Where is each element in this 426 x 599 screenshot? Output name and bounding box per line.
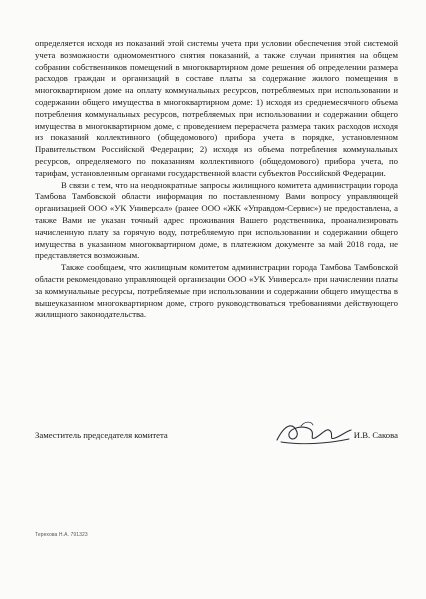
- letter-paragraph-no-data: В связи с тем, что на неоднократные запросы жилищного комитета администрации города Тамбова Тамбовской области информация по поставленному Вами вопросу управляющей организацией ООО «УК Универсал» (ранее ООО «ЖК «Управдом-Сервис») не предоставлена, а также Вами не указан точный адрес проживания Вашего родственника, проанализировать начисленную плату за горячую воду, потребляемую при использовании и содержании общего имущества в указанном многоквартирном доме, в платежном документе за май 2018 года, не представляется возможным.: [35, 179, 398, 261]
- signer-title: Заместитель председателя комитета: [35, 430, 168, 440]
- executor-note: Терехова Н.А. 791323: [35, 532, 88, 538]
- signer-name: И.В. Сакова: [353, 430, 398, 440]
- handwritten-signature: [271, 418, 355, 450]
- letter-paragraph-continuation: определяется исходя из показаний этой системы учета при условии обеспечения этой системой учета возможности одномоментного снятия показаний, а также случаи принятия на общем собрании собственников помещений в многоквартирном доме решения об определении размера расходов граждан и организаций в составе платы за содержание жилого помещения в многоквартирном доме на оплату коммунальных ресурсов, потребляемых при использовании и содержании общего имущества в многоквартирном доме: 1) исходя из среднемесячного объема потребления коммунальных ресурсов, потребляемых при использовании и содержании общего имущества в многоквартирном доме, с проведением перерасчета размера таких расходов исходя из показаний коллективного (общедомового) прибора учета в порядке, установленном Правительством Российской Федерации; 2) исходя из объема потребления коммунальных ресурсов, определяемого по показаниям коллективного (общедомового) прибора учета, по тарифам, установленным органами государственной власти субъектов Российской Федерации.: [35, 38, 398, 178]
- signature-block: [35, 424, 398, 448]
- letter-body: [35, 38, 398, 321]
- letter-paragraph-recommendation: Также сообщаем, что жилищным комитетом администрации города Тамбова Тамбовской области рекомендовано управляющей организации ООО «УК Универсал» при начислении платы за коммунальные ресурсы, потребляемые при использовании и содержании общего имущества в вышеуказанном многоквартирном доме, строго руководствоваться требованиями действующего жилищного законодательства.: [35, 262, 398, 320]
